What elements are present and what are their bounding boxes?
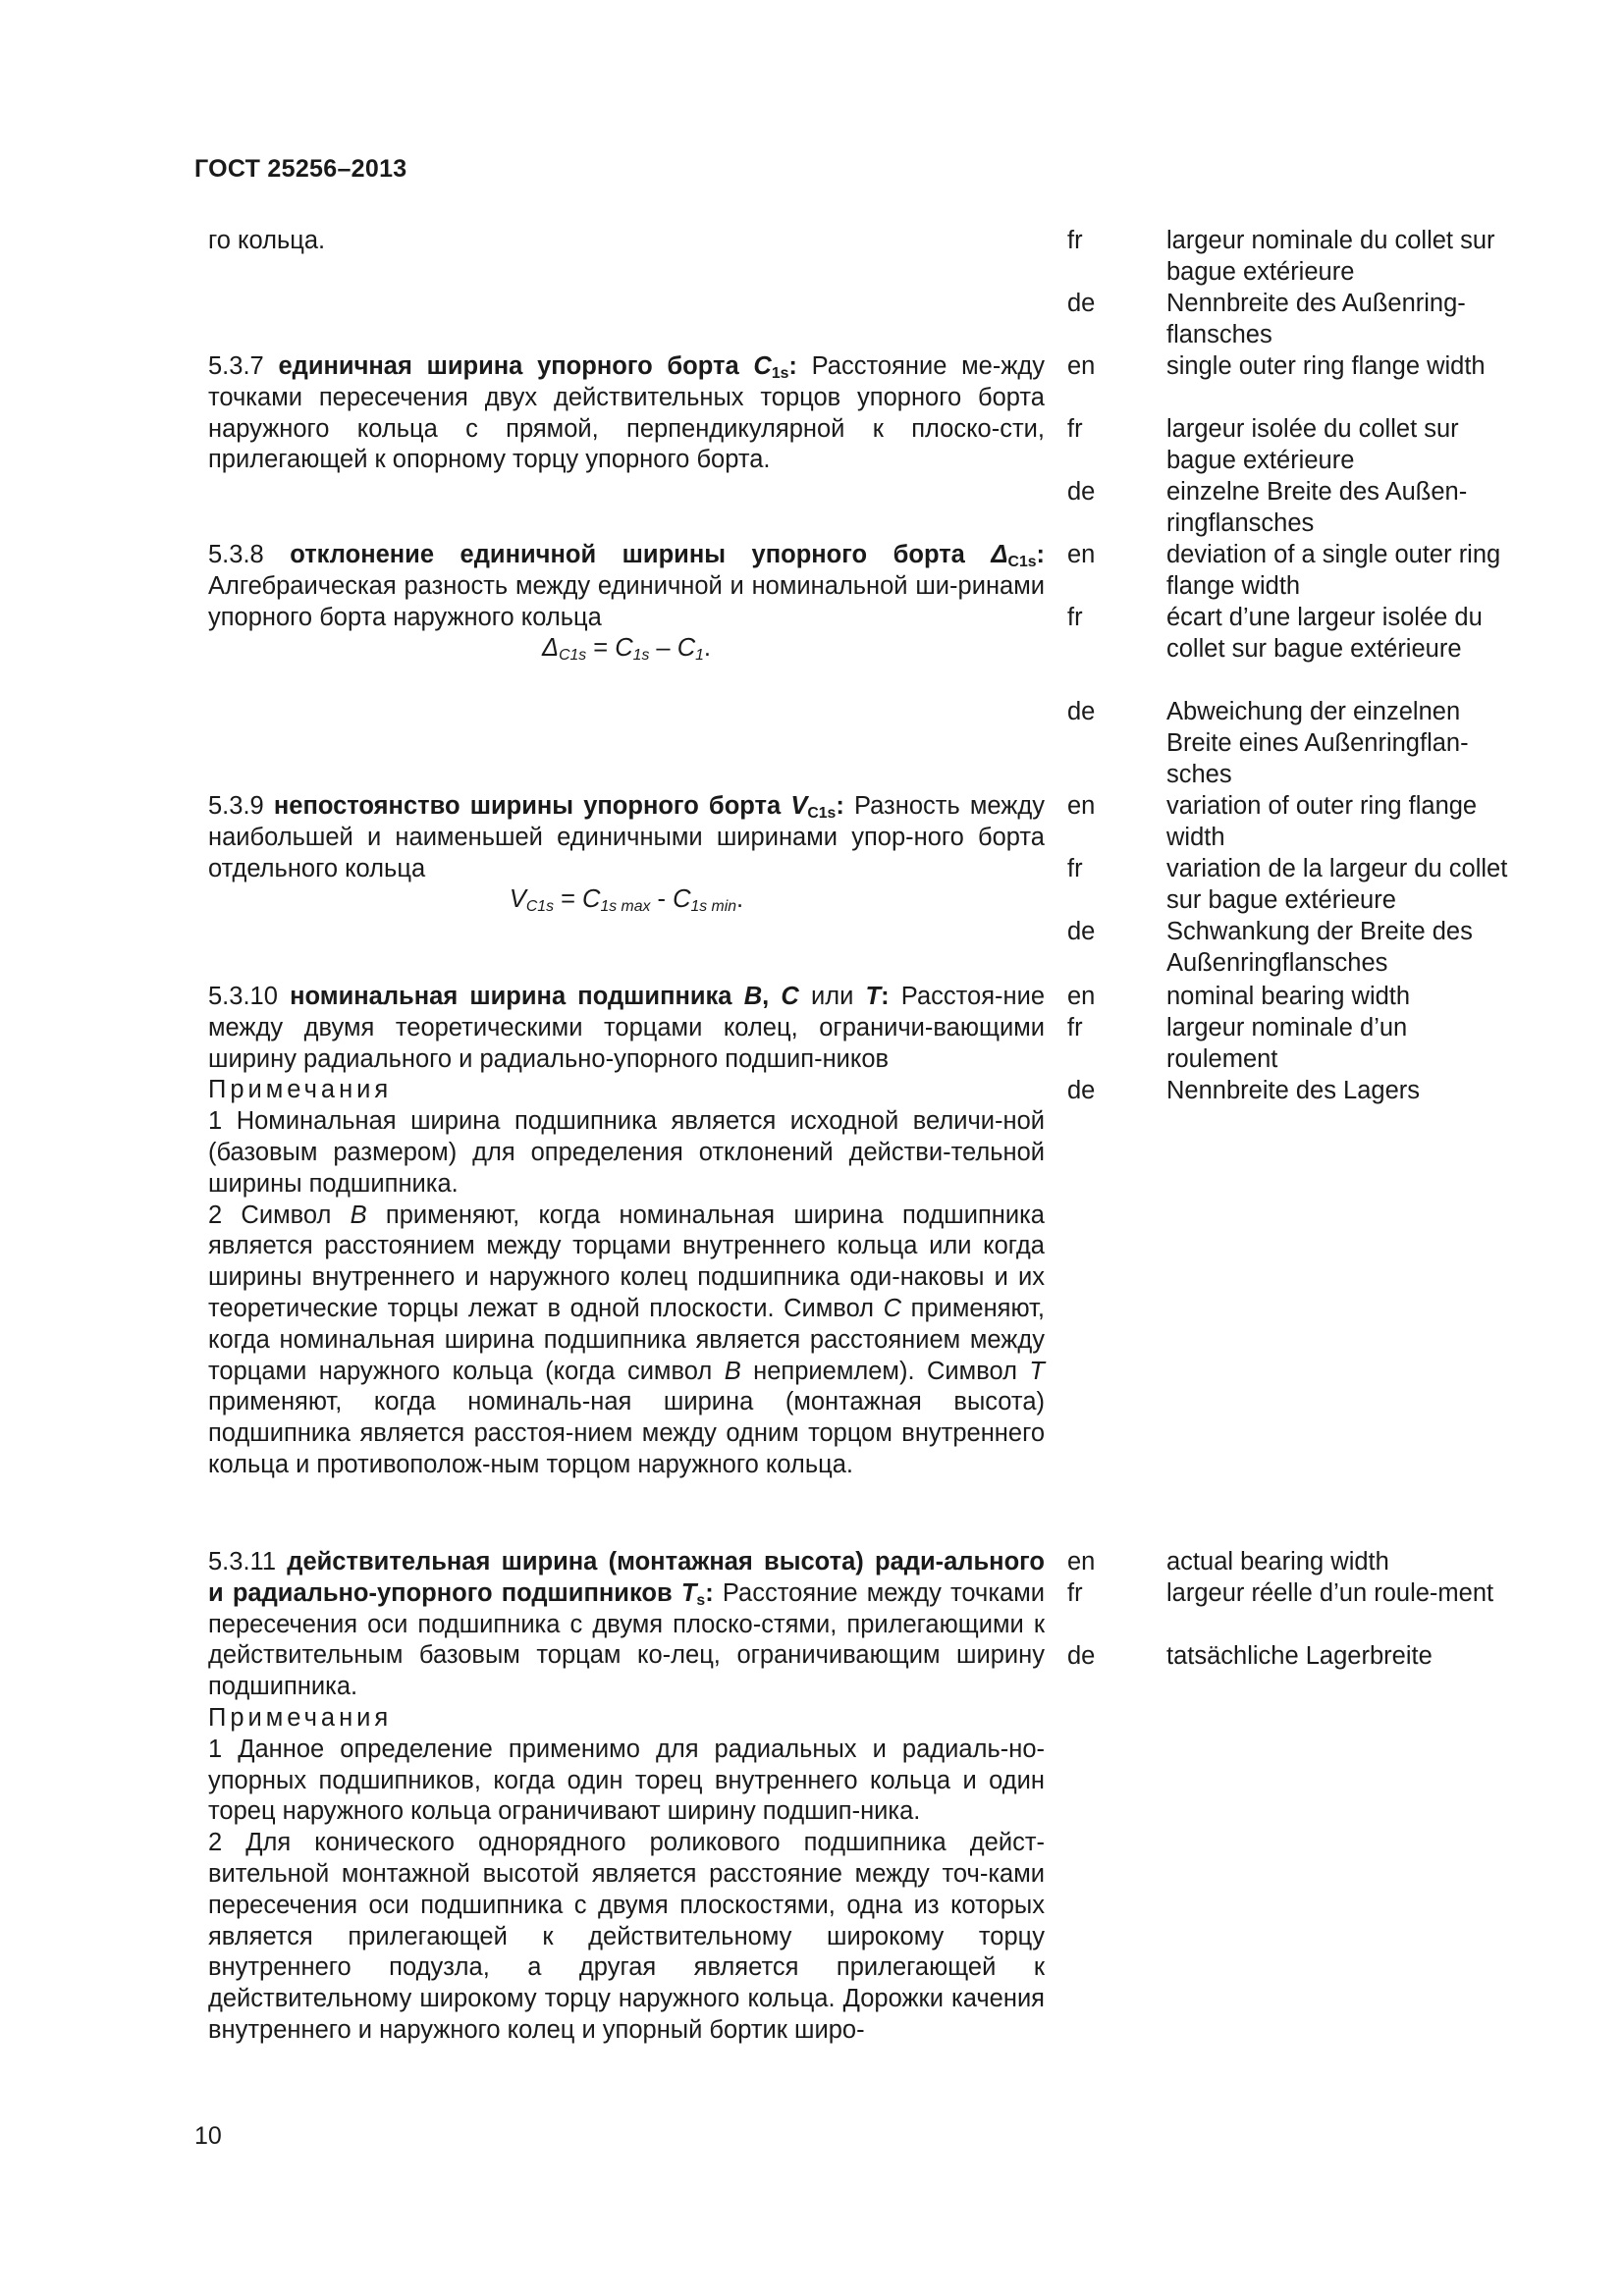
entry-number: 5.3.11 (208, 1548, 277, 1575)
lang-en: en (1067, 352, 1096, 380)
entry-number: 5.3.10 (208, 983, 278, 1010)
formula: $V_{C1s} = C_{1s max} - C_{1s min}$. (509, 885, 744, 916)
term-en: single outer ring flange width (1166, 352, 1486, 380)
ru-definition: 5.3.9 непостоянство ширины упорного борта $V_{C1s}$: Разность между наибольшей и наименьшей единичными ширинами упор-ного борта отдельного кольца $V_{C1s} = C_{1s max} - C_{1s min}$. (208, 792, 1045, 916)
term-symbol: T (680, 1578, 697, 1607)
lang-de: de (1067, 478, 1096, 506)
page-number: 10 (194, 2122, 222, 2150)
term-symbol: Δ (991, 541, 1008, 568)
note-1: 1 Номинальная ширина подшипника является исходной величи-ной (базовым размером) для определения отклонений действи-тельной ширины подшипника. (208, 1107, 1045, 1198)
lang-de: de (1067, 290, 1096, 317)
note-2: 2 Для конического однорядного роликового подшипника дейст-вительной монтажной высотой является расстояние между точ-ками пересечения оси подшипника с двумя плоскостями, одна из которых является прилегающей к действительному широкому торцу внутреннего подузла, а другая является прилегающей к действительному широкому торцу наружного кольца. Дорожки качения внутреннего и наружного колец и упорный бортик широ- (208, 1829, 1045, 2044)
lang-fr: fr (1067, 1579, 1083, 1607)
term-en: nominal bearing width (1166, 983, 1411, 1010)
lang-de: de (1067, 918, 1096, 945)
term-title: отклонение единичной ширины упорного борта (290, 541, 965, 568)
term-de: Schwankung der Breite des Außenringflansches (1166, 918, 1473, 977)
lang-fr: fr (1067, 415, 1083, 443)
notes-label: Примечания (208, 1703, 393, 1732)
term-symbol: V (790, 792, 808, 820)
lang-en: en (1067, 1548, 1096, 1575)
note-2: 2 Символ B применяют, когда номинальная ширина подшипника является расстоянием между торцами внутреннего кольца или когда ширины внутреннего и наружного колец подшипника оди-наковы и их теоретические торцы лежат в одной плоскости. Символ C применяют, когда номинальная ширина подшипника является расстоянием между торцами наружного кольца (когда символ B неприемлем). Символ T применяют, когда номиналь-ная ширина (монтажная высота) подшипника является расстоя-нием между одним торцом внутреннего кольца и противополож-ным торцом наружного кольца. (208, 1201, 1045, 1478)
definition-body: Разность между наибольшей и наименьшей единичными ширинами упор-ного борта отдельного кольца (208, 792, 1045, 882)
formula: $\Delta_{C1s} = C_{1s} - C_1$. (541, 634, 712, 665)
notes-label: Примечания (208, 1076, 393, 1104)
ru-definition: 5.3.7 единичная ширина упорного борта $C_{1s}$: Расстояние ме-жду точками пересечения двух действительных торцов упорного борта наружного кольца с прямой, перпендикулярной к плоско-сти, прилегающей к опорному торцу упорного борта. (208, 352, 1046, 474)
lang-fr: fr (1067, 227, 1083, 254)
lang-de: de (1067, 1642, 1096, 1670)
term-title: непостоянство ширины упорного борта (273, 792, 782, 820)
term-fr: largeur nominale du collet sur bague extérieure (1166, 227, 1495, 286)
page-header: ГОСТ 25256–2013 (194, 155, 407, 183)
term-de: Nennbreite des Lagers (1166, 1077, 1421, 1104)
term-en: deviation of a single outer ring flange width (1166, 541, 1501, 600)
term-title: единичная ширина упорного борта (278, 352, 739, 380)
entry-number: 5.3.7 (208, 352, 264, 380)
definition-body: Алгебраическая разность между единичной и номинальной ши-ринами упорного борта наружного кольца (208, 571, 1045, 631)
lang-en: en (1067, 792, 1096, 820)
ru-definition: 5.3.10 номинальная ширина подшипника B, C или T: Расстоя-ние между двумя теоретическими торцами колец, ограничи-вающими ширину радиального и радиально-упорного подшип-ников Примечания 1 Номинальная ширина подшипника является исходной величи-ной (базовым размером) для определения отклонений действи-тельной ширины подшипника. 2 Символ B применяют, когда номинальная ширина подшипника является расстоянием между торцами внутреннего кольца или когда ширины внутреннего и наружного колец подшипника оди-наковы и их теоретические торцы лежат в одной плоскости. Символ C применяют, когда номинальная ширина подшипника является расстоянием между торцами наружного кольца (когда символ B неприемлем). Символ T применяют, когда номиналь-ная ширина (монтажная высота) подшипника является расстоя-нием между одним торцом внутреннего кольца и противополож-ным торцом наружного кольца. (208, 982, 1045, 1481)
ru-text: го кольца. (208, 227, 326, 254)
definition-body: Расстояние ме-жду точками пересечения двух действительных торцов упорного борта наружного кольца с прямой, перпендикулярной к плоско-сти, прилегающей к опорному торцу упорного борта. (208, 352, 1046, 474)
lang-de: de (1067, 1077, 1096, 1104)
lang-fr: fr (1067, 604, 1083, 631)
term-en: variation of outer ring flange width (1166, 792, 1478, 851)
term-fr: variation de la largeur du collet sur bague extérieure (1166, 855, 1508, 914)
term-de: einzelne Breite des Außen-ringflansches (1166, 478, 1468, 537)
term-title: номинальная ширина подшипника (290, 983, 732, 1010)
term-de: Abweichung der einzelnen Breite eines Außenringflan-sches (1166, 698, 1469, 788)
lang-en: en (1067, 541, 1096, 568)
lang-en: en (1067, 983, 1096, 1010)
lang-fr: fr (1067, 1014, 1083, 1041)
term-title: действительная ширина (монтажная высота) ради-ального и радиально-упорного подшипников (208, 1548, 1046, 1607)
term-fr: largeur isolée du collet sur bague extérieure (1166, 415, 1459, 474)
definition-body: Расстояние между точками пересечения оси подшипника с двумя плоско-стями, прилегающими к действительным базовым торцам ко-лец, ограничивающим ширину подшипника. (208, 1578, 1045, 1701)
entry-number: 5.3.8 (208, 541, 264, 568)
note-1: 1 Данное определение применимо для радиальных и радиаль-но-упорных подшипников, когда один торец внутреннего кольца и один торец наружного кольца ограничивают ширину подшип-ника. (208, 1735, 1045, 1826)
term-symbol: C (753, 352, 772, 380)
term-fr: écart d’une largeur isolée du collet sur bague extérieure (1166, 604, 1483, 663)
term-en: actual bearing width (1166, 1548, 1389, 1575)
term-fr: largeur nominale d’un roulement (1166, 1014, 1408, 1073)
ru-definition: 5.3.8 отклонение единичной ширины упорного борта $\Delta_{C1s}$: Алгебраическая разность между единичной и номинальной ши-ринами упорного борта наружного кольца $\Delta_{C1s} = C_{1s} - C_1$. (208, 541, 1046, 665)
entry-number: 5.3.9 (208, 792, 264, 820)
lang-fr: fr (1067, 855, 1083, 882)
term-de: tatsächliche Lagerbreite (1166, 1642, 1433, 1670)
term-symbol-sub: 1s (771, 364, 789, 382)
definition-body: Расстоя-ние между двумя теоретическими торцами колец, ограничи-вающими ширину радиального и радиально-упорного подшип-ников (208, 983, 1046, 1073)
lang-de: de (1067, 698, 1096, 725)
term-fr: largeur réelle d’un roule-ment (1166, 1579, 1494, 1607)
term-de: Nennbreite des Außenring-flansches (1166, 290, 1466, 348)
ru-definition: 5.3.11 действительная ширина (монтажная высота) ради-ального и радиально-упорного подшипников $T_s$: Расстояние между точками пересечения оси подшипника с двумя плоско-стями, прилегающими к действительным базовым торцам ко-лец, ограничивающим ширину подшипника. Примечания 1 Данное определение применимо для радиальных и радиаль-но-упорных подшипников, когда один торец внутреннего кольца и один торец наружного кольца ограничивают ширину подшип-ника. 2 Для конического однорядного роликового подшипника дейст-вительной монтажной высотой является расстояние между точ-ками пересечения оси подшипника с двумя плоскостями, одна из которых является прилегающей к действительному широкому торцу внутреннего подузла, а другая является прилегающей к действительному широкому торцу наружного кольца. Дорожки качения внутреннего и наружного колец и упорный бортик широ- (208, 1547, 1045, 2047)
